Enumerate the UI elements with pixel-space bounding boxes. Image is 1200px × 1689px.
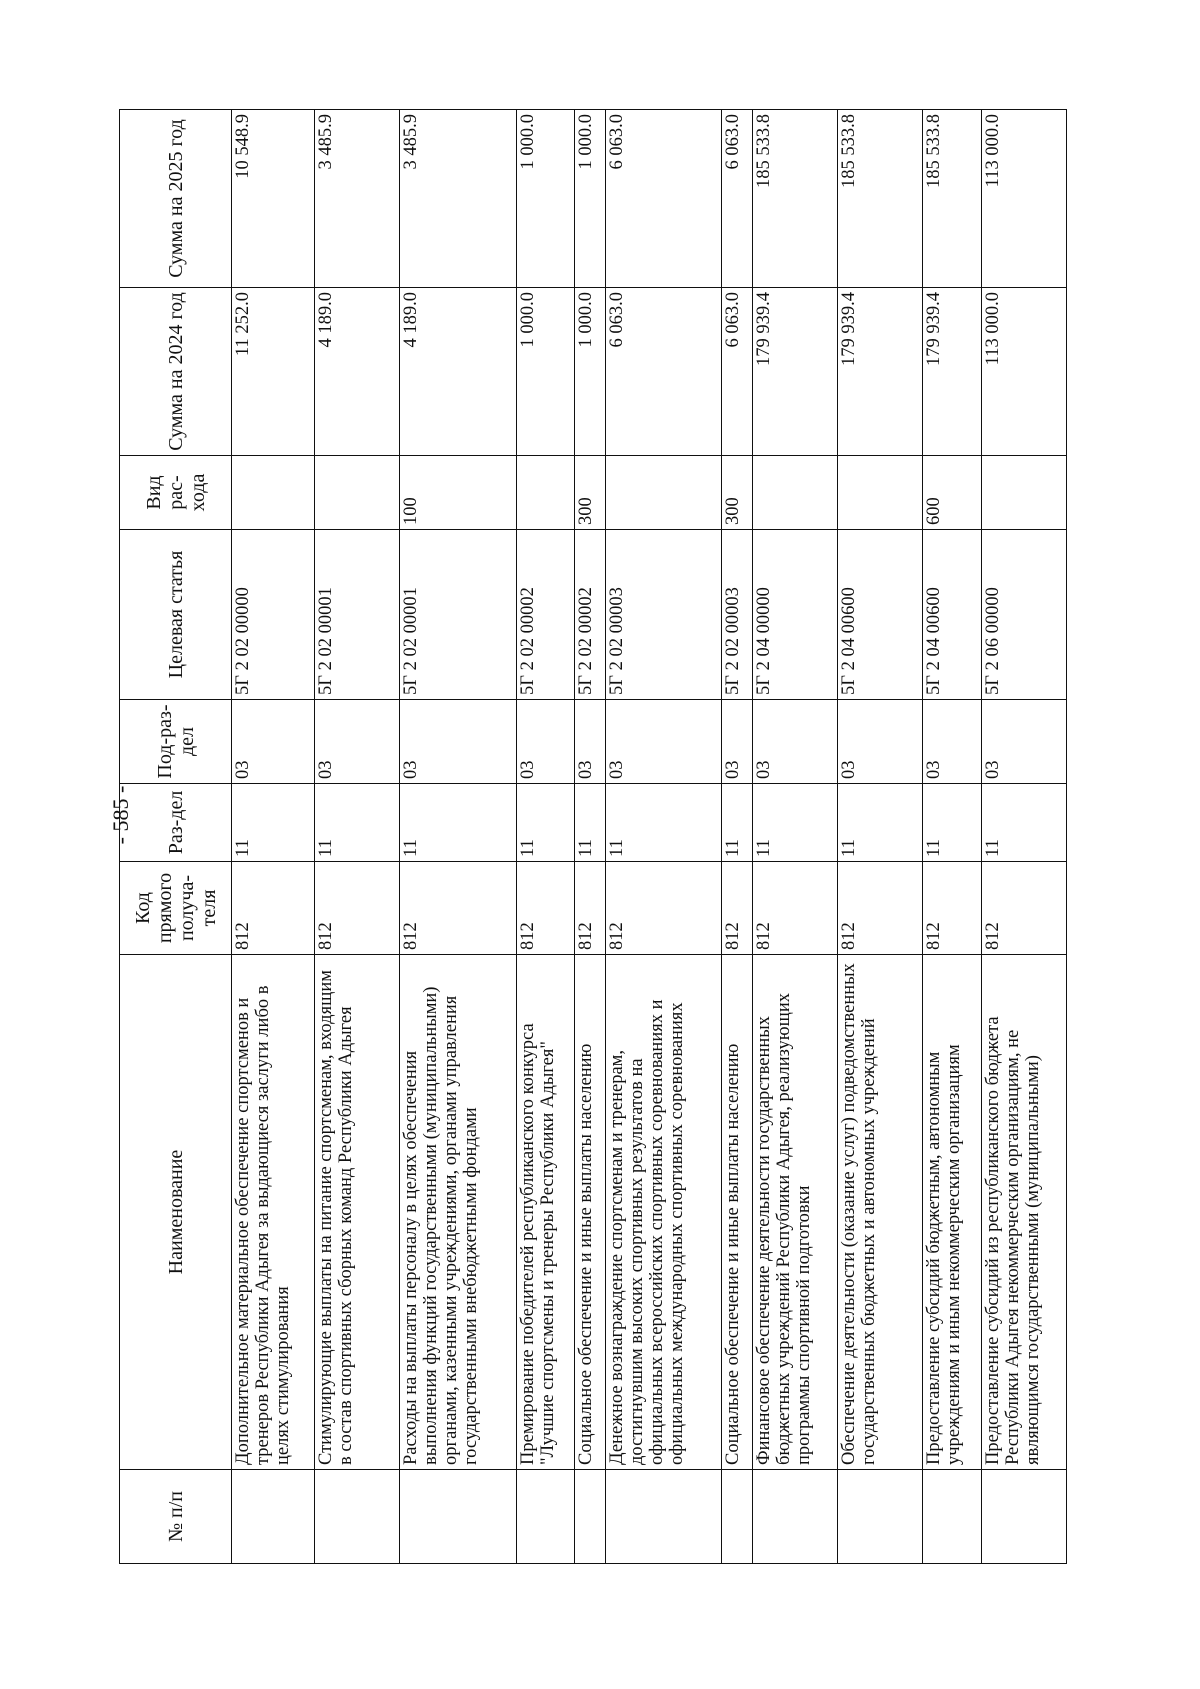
cell-article: 5Г 2 02 00001 xyxy=(400,530,517,700)
table-row xyxy=(605,110,722,1564)
cell-sum-2025: 185 533.8 xyxy=(752,110,837,288)
cell-subsection: 03 xyxy=(981,700,1066,784)
cell-name: Дополнительное материальное обеспечение спортсменов и тренеров Республики Адыгея за выдающиеся заслуги либо в целях стимулирования xyxy=(232,955,315,1470)
cell-sum-2024: 113 000.0 xyxy=(981,288,1066,456)
header-article: Целевая статья xyxy=(120,530,232,700)
cell-subsection: 03 xyxy=(232,700,315,784)
cell-sum-2024: 11 252.0 xyxy=(232,288,315,456)
cell-code: 812 xyxy=(722,862,752,955)
cell-article: 5Г 2 04 00600 xyxy=(838,530,923,700)
cell-num xyxy=(752,1470,837,1564)
table-row xyxy=(981,110,1066,1564)
cell-sum-2025: 113 000.0 xyxy=(981,110,1066,288)
cell-section: 11 xyxy=(981,784,1066,862)
cell-name: Финансовое обеспечение деятельности государственных бюджетных учреждений Республики Адыгея, реализующих программы спортивной подготовки xyxy=(752,955,837,1470)
cell-sum-2024: 179 939.4 xyxy=(838,288,923,456)
cell-sum-2024: 1 000.0 xyxy=(575,288,605,456)
cell-article: 5Г 2 02 00003 xyxy=(722,530,752,700)
cell-sum-2025: 3 485.9 xyxy=(315,110,400,288)
cell-code: 812 xyxy=(400,862,517,955)
cell-name: Обеспечение деятельности (оказание услуг) подведомственных государственных бюджетных и автономных учреждений xyxy=(838,955,923,1470)
cell-code: 812 xyxy=(838,862,923,955)
cell-num xyxy=(232,1470,315,1564)
cell-num xyxy=(981,1470,1066,1564)
cell-num xyxy=(575,1470,605,1564)
cell-type xyxy=(517,456,575,530)
cell-article: 5Г 2 04 00000 xyxy=(752,530,837,700)
cell-subsection: 03 xyxy=(575,700,605,784)
cell-section: 11 xyxy=(232,784,315,862)
page-number: - 585 - xyxy=(108,785,133,845)
cell-sum-2025: 10 548.9 xyxy=(232,110,315,288)
cell-section: 11 xyxy=(923,784,981,862)
header-subsection: Под-раз-дел xyxy=(120,700,232,784)
cell-sum-2024: 6 063.0 xyxy=(605,288,722,456)
cell-sum-2025: 6 063.0 xyxy=(605,110,722,288)
cell-subsection: 03 xyxy=(722,700,752,784)
table-row xyxy=(838,110,923,1564)
cell-code: 812 xyxy=(752,862,837,955)
cell-article: 5Г 2 02 00003 xyxy=(605,530,722,700)
cell-article: 5Г 2 02 00001 xyxy=(315,530,400,700)
cell-subsection: 03 xyxy=(517,700,575,784)
cell-num xyxy=(315,1470,400,1564)
table-row xyxy=(575,110,605,1564)
cell-subsection: 03 xyxy=(400,700,517,784)
header-sum-2025: Сумма на 2025 год xyxy=(120,110,232,288)
table-row xyxy=(752,110,837,1564)
cell-name: Социальное обеспечение и иные выплаты населению xyxy=(575,955,605,1470)
budget-table xyxy=(119,109,1067,1564)
cell-type xyxy=(838,456,923,530)
cell-name: Стимулирующие выплаты на питание спортсменам, входящим в состав спортивных сборных команд Республики Адыгея xyxy=(315,955,400,1470)
cell-type: 100 xyxy=(400,456,517,530)
cell-name: Предоставление субсидий бюджетным, автономным учреждениям и иным некоммерческим организациям xyxy=(923,955,981,1470)
cell-type: 300 xyxy=(575,456,605,530)
cell-sum-2025: 3 485.9 xyxy=(400,110,517,288)
cell-code: 812 xyxy=(315,862,400,955)
cell-subsection: 03 xyxy=(605,700,722,784)
cell-section: 11 xyxy=(752,784,837,862)
cell-sum-2025: 6 063.0 xyxy=(722,110,752,288)
cell-type xyxy=(232,456,315,530)
table-row xyxy=(517,110,575,1564)
table-row xyxy=(400,110,517,1564)
cell-section: 11 xyxy=(605,784,722,862)
cell-sum-2025: 1 000.0 xyxy=(575,110,605,288)
header-code: Код прямого получа-теля xyxy=(120,862,232,955)
cell-article: 5Г 2 02 00002 xyxy=(575,530,605,700)
cell-section: 11 xyxy=(517,784,575,862)
cell-section: 11 xyxy=(400,784,517,862)
cell-section: 11 xyxy=(838,784,923,862)
table-row xyxy=(923,110,981,1564)
cell-sum-2025: 185 533.8 xyxy=(838,110,923,288)
header-type: Вид рас-хода xyxy=(120,456,232,530)
table-row xyxy=(232,110,315,1564)
cell-section: 11 xyxy=(722,784,752,862)
cell-section: 11 xyxy=(575,784,605,862)
cell-num xyxy=(838,1470,923,1564)
cell-name: Премирование победителей республиканского конкурса "Лучшие спортсмены и тренеры Республики Адыгея" xyxy=(517,955,575,1470)
header-num: № п/п xyxy=(120,1470,232,1564)
table-row xyxy=(315,110,400,1564)
cell-name: Социальное обеспечение и иные выплаты населению xyxy=(722,955,752,1470)
cell-sum-2024: 4 189.0 xyxy=(315,288,400,456)
cell-subsection: 03 xyxy=(315,700,400,784)
cell-article: 5Г 2 02 00002 xyxy=(517,530,575,700)
cell-type: 600 xyxy=(923,456,981,530)
header-sum-2024: Сумма на 2024 год xyxy=(120,288,232,456)
cell-num xyxy=(605,1470,722,1564)
cell-sum-2025: 1 000.0 xyxy=(517,110,575,288)
table-row xyxy=(722,110,752,1564)
cell-type xyxy=(315,456,400,530)
cell-sum-2024: 4 189.0 xyxy=(400,288,517,456)
cell-num xyxy=(923,1470,981,1564)
cell-article: 5Г 2 02 00000 xyxy=(232,530,315,700)
cell-subsection: 03 xyxy=(752,700,837,784)
cell-name: Предоставление субсидий из республиканского бюджета Республики Адыгея некоммерческим организациям, не являющимся государственными (муниципальными) xyxy=(981,955,1066,1470)
cell-type: 300 xyxy=(722,456,752,530)
cell-article: 5Г 2 04 00600 xyxy=(923,530,981,700)
cell-code: 812 xyxy=(981,862,1066,955)
cell-type xyxy=(605,456,722,530)
cell-code: 812 xyxy=(517,862,575,955)
cell-num xyxy=(517,1470,575,1564)
cell-num xyxy=(400,1470,517,1564)
cell-sum-2024: 1 000.0 xyxy=(517,288,575,456)
cell-section: 11 xyxy=(315,784,400,862)
table-body xyxy=(232,110,1067,1564)
cell-article: 5Г 2 06 00000 xyxy=(981,530,1066,700)
cell-sum-2024: 179 939.4 xyxy=(752,288,837,456)
cell-sum-2024: 179 939.4 xyxy=(923,288,981,456)
cell-name: Денежное вознаграждение спортсменам и тренерам, достигнувшим высоких спортивных результатов на официальных всероссийских спортивных соревнованиях и официальных международных спортивных соревнованиях xyxy=(605,955,722,1470)
cell-code: 812 xyxy=(575,862,605,955)
cell-subsection: 03 xyxy=(838,700,923,784)
header-section: Раз-дел xyxy=(120,784,232,862)
cell-type xyxy=(752,456,837,530)
cell-code: 812 xyxy=(605,862,722,955)
cell-sum-2025: 185 533.8 xyxy=(923,110,981,288)
header-name: Наименование xyxy=(120,955,232,1470)
cell-type xyxy=(981,456,1066,530)
cell-sum-2024: 6 063.0 xyxy=(722,288,752,456)
cell-code: 812 xyxy=(232,862,315,955)
cell-name: Расходы на выплаты персоналу в целях обеспечения выполнения функций государственными (муниципальными) органами, казенными учреждениями, органами управления государственными внебюджетными фондами xyxy=(400,955,517,1470)
cell-subsection: 03 xyxy=(923,700,981,784)
table-header-row xyxy=(120,110,232,1564)
budget-table-wrapper xyxy=(119,110,1067,1564)
cell-num xyxy=(722,1470,752,1564)
cell-code: 812 xyxy=(923,862,981,955)
